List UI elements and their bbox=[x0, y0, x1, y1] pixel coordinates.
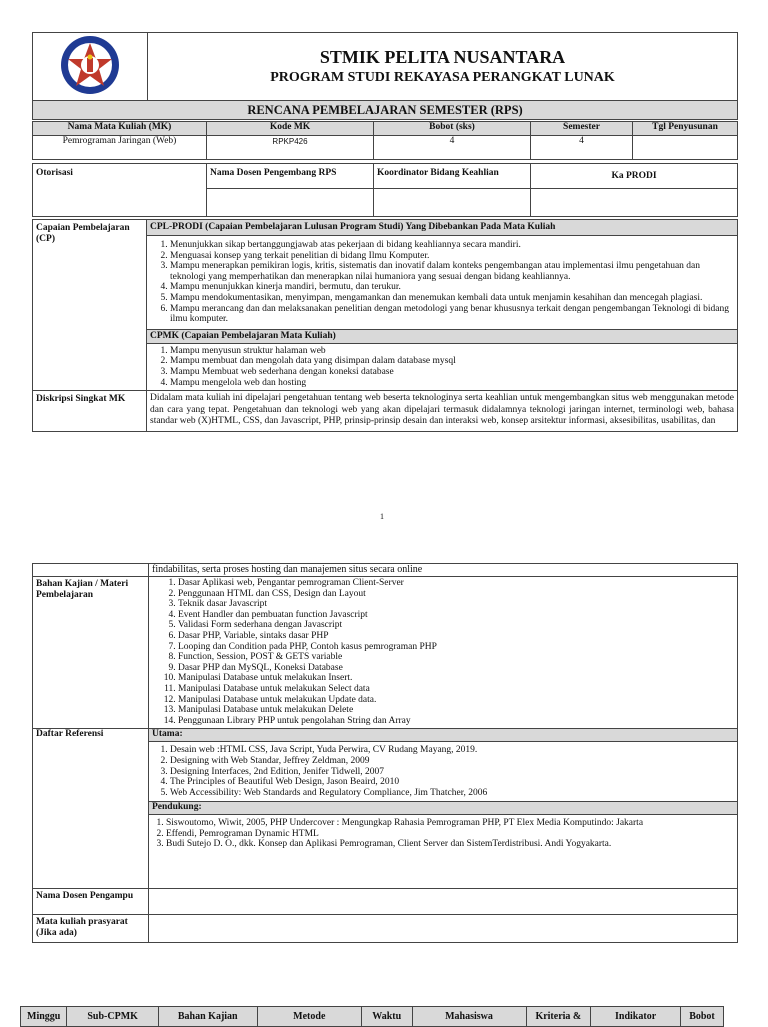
material-item: 7. Looping dan Condition pada PHP, Contoh kasus pemrograman PHP bbox=[178, 642, 734, 653]
developer-signature bbox=[207, 189, 374, 217]
course-info-table bbox=[32, 121, 738, 160]
cpl-heading: CPL-PRODI (Capaian Pembelajaran Lulusan Program Studi) Yang Dibebankan Pada Mata Kuliah bbox=[147, 220, 738, 236]
description-label: Diskripsi Singkat MK bbox=[33, 391, 147, 432]
developer-label: Nama Dosen Pengembang RPS bbox=[207, 164, 374, 189]
col-date: Tgl Penyusunan bbox=[633, 122, 738, 136]
description-text: Didalam mata kuliah ini dipelajari pengetahuan tentang web beserta teknologinya serta keahlian untuk mengembangkan situs web menggunakan metode dan cara yang tepat. Pengetahuan dan teknologi web yang akan dipelajari termasuk didalamnya teknologi jaringan internet, terminologi web, bahasa standar web (X)HTML, CSS, dan Javascript, PHP, prinsip-prinsip desain dan interaksi web, konsep arsitektur informasi, aksesibilitas, usabilitas, dan bbox=[147, 391, 738, 432]
material-item: 5. Validasi Form sederhana dengan Javascript bbox=[178, 620, 734, 631]
references-support-list bbox=[152, 818, 734, 850]
cpmk-list-cell bbox=[147, 343, 738, 390]
prereq-value bbox=[149, 915, 738, 943]
references-main-heading: Utama: bbox=[149, 729, 738, 742]
col-course-code: Kode MK bbox=[207, 122, 374, 136]
coordinator-signature bbox=[374, 189, 531, 217]
weekly-header-cell: Bobot bbox=[680, 1007, 723, 1027]
course-name: Pemrograman Jaringan (Web) bbox=[33, 136, 207, 160]
head-label: Ka PRODI bbox=[531, 164, 738, 189]
date-value bbox=[633, 136, 738, 160]
semester-value: 4 bbox=[531, 136, 633, 160]
weekly-header-cell: Minggu bbox=[21, 1007, 67, 1027]
references-support-heading: Pendukung: bbox=[149, 802, 738, 815]
logo-cell bbox=[33, 33, 148, 101]
material-item: 1. Dasar Aplikasi web, Pengantar pemrograman Client-Server bbox=[178, 578, 734, 589]
header-table bbox=[32, 32, 738, 120]
col-course-name: Nama Mata Kuliah (MK) bbox=[33, 122, 207, 136]
description-label-cont bbox=[33, 564, 149, 577]
institution-name: STMIK PELITA NUSANTARA bbox=[319, 46, 566, 67]
prereq-label: Mata kuliah prasyarat (Jika ada) bbox=[33, 915, 149, 943]
material-item: 12. Manipulasi Database untuk melakukan Update data. bbox=[178, 695, 734, 706]
cp-label: Capaian Pembelajaran (CP) bbox=[33, 220, 147, 391]
col-semester: Semester bbox=[531, 122, 633, 136]
credits-value: 4 bbox=[374, 136, 531, 160]
weekly-header-cell: Bahan Kajian bbox=[158, 1007, 257, 1027]
cpmk-item: 4. Mampu mengelola web dan hosting bbox=[170, 378, 734, 389]
cpl-item: 6. Mampu merancang dan dan melaksanakan penelitian dengan metodologi yang benar khususnya terkait dengan pengembangan Teknologi di bidang ilmu komputer. bbox=[170, 304, 734, 325]
col-credits: Bobot (sks) bbox=[374, 122, 531, 136]
lecturer-value bbox=[149, 889, 738, 915]
references-main-cell bbox=[149, 742, 738, 802]
institution-seal-icon bbox=[59, 34, 121, 96]
material-item: 8. Function, Session, POST & GETS variable bbox=[178, 652, 734, 663]
course-code: RPKP426 bbox=[207, 136, 374, 160]
materials-label: Bahan Kajian / Materi Pembelajaran bbox=[33, 577, 149, 729]
cpmk-heading: CPMK (Capaian Pembelajaran Mata Kuliah) bbox=[147, 329, 738, 343]
material-item: 6. Dasar PHP, Variable, sintaks dasar PHP bbox=[178, 631, 734, 642]
head-signature bbox=[531, 189, 738, 217]
material-item: 2. Penggunaan HTML dan CSS, Design dan Layout bbox=[178, 589, 734, 600]
material-item: 4. Event Handler dan pembuatan function Javascript bbox=[178, 610, 734, 621]
reference-main-item: 5. Web Accessibility: Web Standards and Regulatory Compliance, Jim Thatcher, 2006 bbox=[170, 788, 734, 799]
material-item: 14. Penggunaan Library PHP untuk pengolahan String dan Array bbox=[178, 716, 734, 727]
references-label: Daftar Referensi bbox=[33, 729, 149, 889]
material-item: 3. Teknik dasar Javascript bbox=[178, 599, 734, 610]
authorization-table bbox=[32, 163, 738, 217]
cpmk-item: 3. Mampu Membuat web sederhana dengan koneksi database bbox=[170, 367, 734, 378]
cpl-list bbox=[150, 240, 734, 325]
cpmk-item: 1. Mampu menyusun struktur halaman web bbox=[170, 346, 734, 357]
weekly-header-cell: Mahasiswa bbox=[412, 1007, 526, 1027]
cpmk-item: 2. Mampu membuat dan mengolah data yang disimpan dalam database mysql bbox=[170, 356, 734, 367]
cpl-item: 3. Mampu menerapkan pemikiran logis, kritis, sistematis dan inovatif dalam konteks pengembangan atau implementasi ilmu pengetahuan dan teknologi yang memperhatikan dan menerapkan nilai humaniora yang sesuai dengan bidang keahliannya. bbox=[170, 261, 734, 282]
material-item: 11. Manipulasi Database untuk melakukan Select data bbox=[178, 684, 734, 695]
reference-main-item: 1. Desain web :HTML CSS, Java Script, Yuda Perwira, CV Rudang Mayang, 2019. bbox=[170, 745, 734, 756]
cpl-item: 5. Mampu mendokumentasikan, menyimpan, mengamankan dan menemukan kembali data untuk menjamin kesahihan dan mencegah plagiasi. bbox=[170, 293, 734, 304]
reference-support-item: 2. Effendi, Pemrograman Dynamic HTML bbox=[166, 829, 734, 840]
weekly-header-cell: Kriteria & bbox=[526, 1007, 591, 1027]
reference-support-item: 1. Siswoutomo, Wiwit, 2005, PHP Undercover : Mengungkap Rahasia Pemrograman PHP, PT Elex Media Komputindo: Jakarta bbox=[166, 818, 734, 829]
weekly-header-cell: Sub-CPMK bbox=[67, 1007, 159, 1027]
references-support-cell bbox=[149, 815, 738, 889]
cpmk-list bbox=[150, 346, 734, 388]
lecturer-label: Nama Dosen Pengampu bbox=[33, 889, 149, 915]
reference-main-item: 2. Designing with Web Standar, Jeffrey Zeldman, 2009 bbox=[170, 756, 734, 767]
materials-list bbox=[152, 578, 734, 726]
cpl-item: 2. Menguasai konsep yang terkait penelitian di bidang Ilmu Komputer. bbox=[170, 251, 734, 262]
cpl-item: 4. Mampu menunjukkan kinerja mandiri, bermutu, dan terukur. bbox=[170, 282, 734, 293]
learning-outcomes-table bbox=[32, 219, 738, 432]
weekly-header-cell: Metode bbox=[257, 1007, 361, 1027]
coordinator-label: Koordinator Bidang Keahlian bbox=[374, 164, 531, 189]
page-number: 1 bbox=[380, 512, 384, 521]
material-item: 10. Manipulasi Database untuk melakukan Insert. bbox=[178, 673, 734, 684]
materials-list-cell bbox=[149, 577, 738, 729]
authorization-label: Otorisasi bbox=[33, 164, 207, 217]
reference-main-item: 4. The Principles of Beautiful Web Design, Jason Beaird, 2010 bbox=[170, 777, 734, 788]
document-title: RENCANA PEMBELAJARAN SEMESTER (RPS) bbox=[33, 101, 738, 120]
weekly-header-cell: Waktu bbox=[361, 1007, 412, 1027]
material-item: 9. Dasar PHP dan MySQL, Koneksi Database bbox=[178, 663, 734, 674]
references-main-list bbox=[152, 745, 734, 798]
program-name: PROGRAM STUDI REKAYASA PERANGKAT LUNAK bbox=[270, 69, 615, 85]
reference-main-item: 3. Designing Interfaces, 2nd Edition, Jenifer Tidwell, 2007 bbox=[170, 767, 734, 778]
material-item: 13. Manipulasi Database untuk melakukan Delete bbox=[178, 705, 734, 716]
page-2-table bbox=[32, 563, 738, 943]
weekly-header-cell: Indikator bbox=[591, 1007, 681, 1027]
cpl-list-cell bbox=[147, 236, 738, 330]
cpl-item: 1. Menunjukkan sikap bertanggungjawab atas pekerjaan di bidang keahliannya secara mandiri. bbox=[170, 240, 734, 251]
description-continued: findabilitas, serta proses hosting dan manajemen situs secara online bbox=[149, 564, 738, 577]
header-titles bbox=[148, 33, 738, 101]
reference-support-item: 3. Budi Sutejo D. O., dkk. Konsep dan Aplikasi Pemrograman, Client Server dan SistemTerdistribusi. Andi Yogyakarta. bbox=[166, 839, 734, 850]
